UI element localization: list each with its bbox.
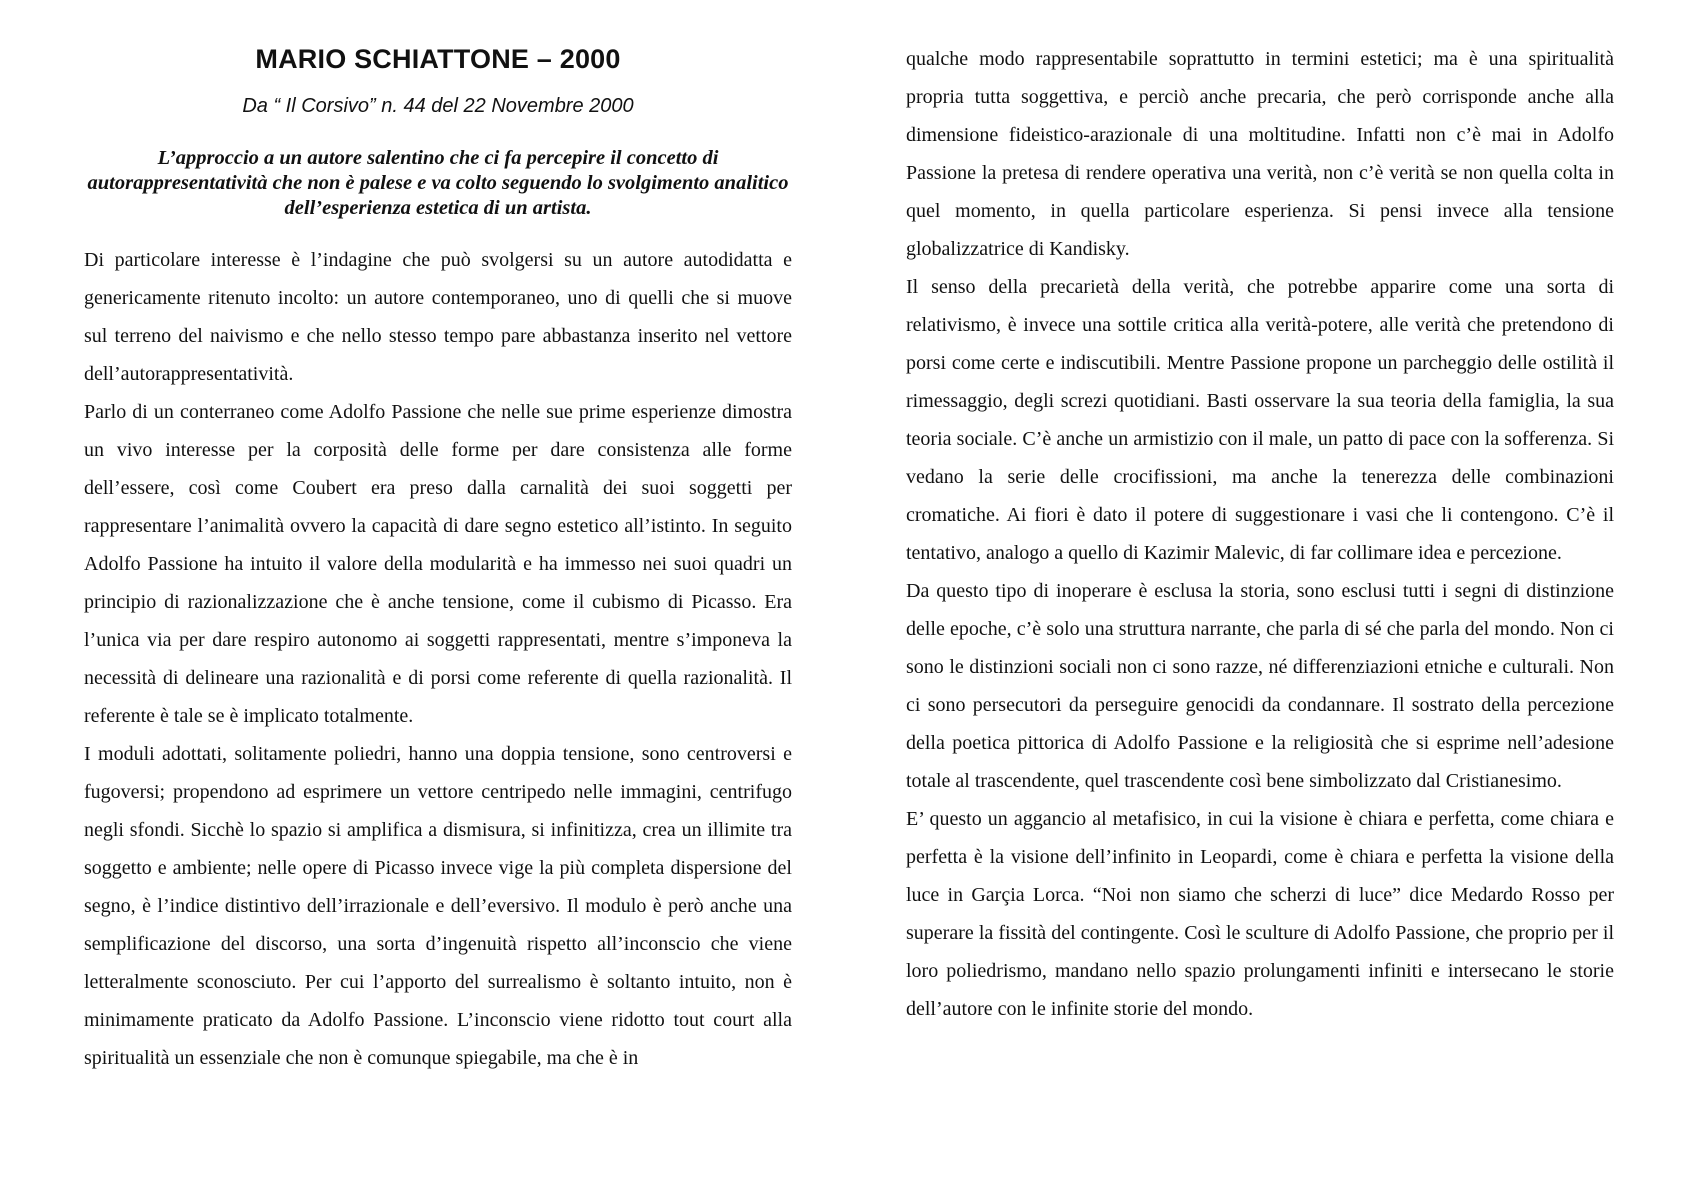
article-title: MARIO SCHIATTONE – 2000	[255, 44, 621, 74]
paragraph: E’ questo un aggancio al metafisico, in cui la visione è chiara e perfetta, come chiara e perfetta è la visione dell’infinito in Leopardi, come è chiara e perfetta la visione della luce in Garçia Lorca. “Noi non siamo che scherzi di luce” dice Medardo Rosso per superare la fissità del contingente. Così le sculture di Adolfo Passione, che proprio per il loro poliedrismo, mandano nello spazio prolungamenti infiniti e intersecano le storie dell’autore con le infinite storie del mondo.	[906, 808, 1614, 1020]
article-source: Da “ Il Corsivo” n. 44 del 22 Novembre 2000	[242, 95, 634, 117]
paragraph: qualche modo rappresentabile soprattutto in termini estetici; ma è una spiritualità propria tutta soggettiva, e perciò anche precaria, che però corrisponde anche alla dimensione fideistico-arazionale di una moltitudine. Infatti non c’è mai in Adolfo Passione la pretesa di rendere operativa una verità, non c’è verità se non quella colta in quel momento, in quella particolare esperienza. Si pensi invece alla tensione globalizzatrice di Kandisky.	[906, 48, 1614, 260]
paragraph: Parlo di un conterraneo come Adolfo Passione che nelle sue prime esperienze dimostra un vivo interesse per la corposità delle forme per dare consistenza alle forme dell’essere, così come Coubert era preso dalla carnalità dei suoi soggetti per rappresentare l’animalità ovvero la capacità di dare segno estetico all’istinto. In seguito Adolfo Passione ha intuito il valore della modularità e ha immesso nei suoi quadri un principio di razionalizzazione che è anche tensione, come il cubismo di Picasso. Era l’unica via per dare respiro autonomo ai soggetti rappresentati, mentre s’imponeva la necessità di delineare una razionalità e di porsi come referente di quella razionalità. Il referente è tale se è implicato totalmente.	[84, 401, 792, 727]
left-body-text	[84, 241, 792, 1077]
paragraph: Da questo tipo di inoperare è esclusa la storia, sono esclusi tutti i segni di distinzione delle epoche, c’è solo una struttura narrante, che parla di sé che parla del mondo. Non ci sono le distinzioni sociali non ci sono razze, né differenziazioni etniche e culturali. Non ci sono persecutori da perseguire genocidi da condannare. Il sostrato della percezione della poetica pittorica di Adolfo Passione e la religiosità che si esprime nell’adesione totale al trascendente, quel trascendente così bene simbolizzato dal Cristianesimo.	[906, 580, 1614, 792]
paragraph: Di particolare interesse è l’indagine che può svolgersi su un autore autodidatta e genericamente ritenuto incolto: un autore contemporaneo, uno di quelli che si muove sul terreno del naivismo e che nello stesso tempo pare abbastanza inserito nel vettore dell’autorappresentatività.	[84, 249, 792, 385]
article-abstract: L’approccio a un autore salentino che ci fa percepire il concetto di autorappresentatività che non è palese e va colto seguendo lo svolgimento analitico dell’esperienza estetica di un artista.	[87, 147, 789, 219]
right-body-text	[906, 40, 1614, 1028]
paragraph: I moduli adottati, solitamente poliedri, hanno una doppia tensione, sono centroversi e fugoversi; propendono ad esprimere un vettore centripedo nelle immagini, centrifugo negli sfondi. Sicchè lo spazio si amplifica a dismisura, si infinitizza, crea un illimite tra soggetto e ambiente; nelle opere di Picasso invece vige la più completa dispersione del segno, è l’indice distintivo dell’irrazionale e dell’eversivo. Il modulo è però anche una semplificazione del discorso, una sorta d’ingenuità rispetto all’inconscio che viene letteralmente sconosciuto. Per cui l’apporto del surrealismo è soltanto intuito, non è minimamente praticato da Adolfo Passione. L’inconscio viene ridotto tout court alla spiritualità un essenziale che non è comunque spiegabile, ma che è in	[84, 743, 792, 1069]
paragraph: Il senso della precarietà della verità, che potrebbe apparire come una sorta di relativismo, è invece una sottile critica alla verità-potere, alle verità che pretendono di porsi come certe e indiscutibili. Mentre Passione propone un parcheggio delle ostilità il rimessaggio, degli screzi quotidiani. Basti osservare la sua teoria della famiglia, la sua teoria sociale. C’è anche un armistizio con il male, un patto di pace con la sofferenza. Si vedano la serie delle crocifissioni, ma anche la tenerezza delle combinazioni cromatiche. Ai fiori è dato il potere di suggestionare i vasi che li contengono. C’è il tentativo, analogo a quello di Kazimir Malevic, di far collimare idea e percezione.	[906, 276, 1614, 564]
